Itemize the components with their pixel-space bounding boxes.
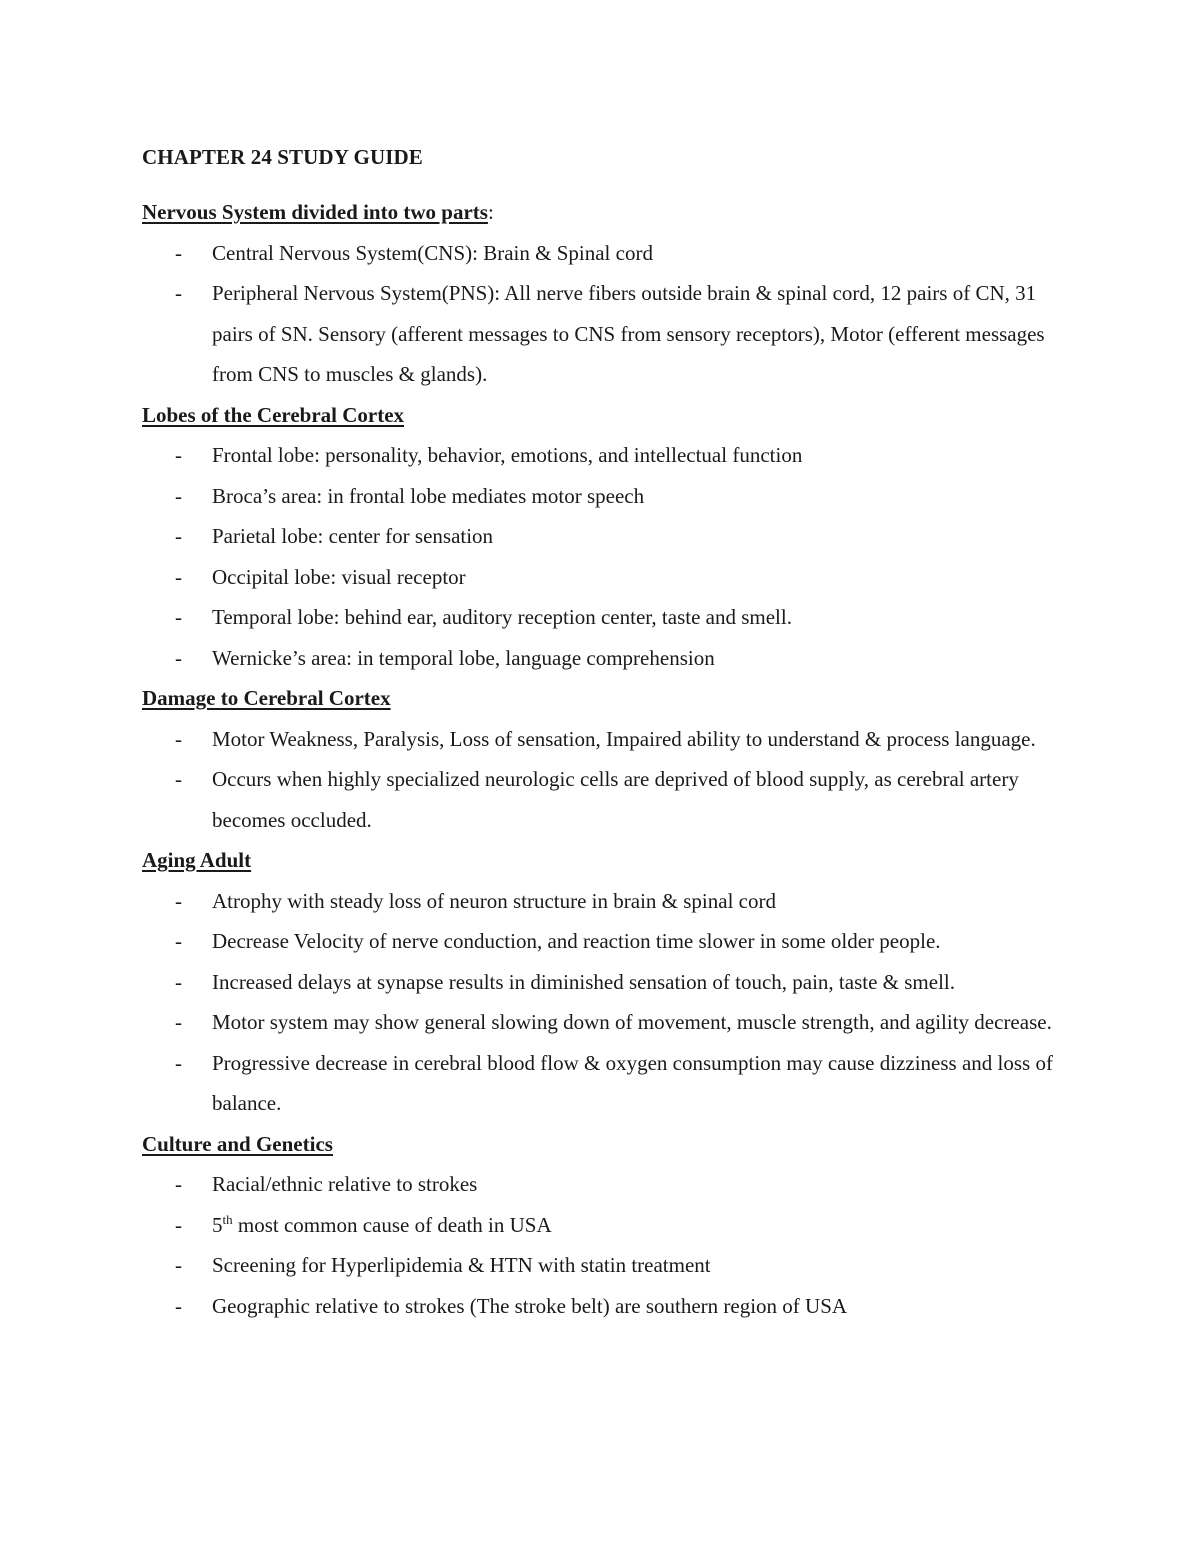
list-item-text: Racial/ethnic relative to strokes [212,1172,478,1196]
list-item [142,1002,1072,1043]
ordinal-superscript: th [222,1211,233,1227]
section-lobes [142,395,1072,679]
list-item-text: Occurs when highly specialized neurologic cells are deprived of blood supply, as cerebral artery becomes occluded. [212,767,1019,832]
bullet-dash: - [175,645,182,670]
bullet-dash: - [175,767,182,791]
bullet-dash: - [175,240,182,265]
section-heading: Culture and Genetics [142,1131,333,1156]
bullet-dash: - [175,1010,182,1034]
heading-colon: : [487,200,494,224]
list-item-text: Motor Weakness, Paralysis, Loss of sensation, Impaired ability to understand & process language. [212,726,1036,751]
bullet-dash: - [175,888,182,913]
list-item [142,881,1072,922]
list-item [142,516,1072,557]
bullet-dash: - [175,524,182,548]
list-item [142,719,1072,760]
bullet-dash: - [175,969,182,994]
list-item-text: Atrophy with steady loss of neuron structure in brain & spinal cord [212,888,776,913]
bullet-dash: - [175,1212,182,1237]
bullet-dash: - [175,726,182,751]
section-nervous-system [142,192,1072,395]
list-item [142,597,1072,638]
list-item-text: Occipital lobe: visual receptor [212,564,466,589]
bullet-dash: - [175,564,182,589]
list-item [142,962,1072,1003]
bullet-list [142,719,1072,841]
bullet-list [142,435,1072,678]
bullet-dash: - [175,483,182,508]
list-item-text: Decrease Velocity of nerve conduction, and reaction time slower in some older people. [212,929,941,953]
section-heading: Aging Adult [142,848,252,872]
list-item [142,921,1072,962]
section-heading: Damage to Cerebral Cortex [142,686,391,710]
list-item [142,273,1072,395]
page-title: CHAPTER 24 STUDY GUIDE [142,145,423,169]
bullet-dash: - [175,1172,182,1196]
section-aging-adult [142,840,1072,1124]
list-item-text: Broca’s area: in frontal lobe mediates motor speech [212,483,645,508]
bullet-dash: - [175,443,182,467]
list-item-text: Frontal lobe: personality, behavior, emotions, and intellectual function [212,443,803,467]
list-item [142,1164,1072,1205]
bullet-dash: - [175,1293,182,1318]
list-item [142,638,1072,679]
list-item [142,1245,1072,1286]
list-item-text: Geographic relative to strokes (The stroke belt) are southern region of USA [212,1293,848,1318]
list-item-text: Screening for Hyperlipidemia & HTN with statin treatment [212,1253,711,1277]
bullet-dash: - [175,929,182,953]
list-item-text: Peripheral Nervous System(PNS): All nerve fibers outside brain & spinal cord, 12 pairs of CN, 31 pairs of SN. Sensory (afferent messages to CNS from sensory receptors), Motor (efferent messages from CNS to muscles & glands). [212,281,1045,386]
list-item [142,435,1072,476]
list-item [142,233,1072,274]
list-item [142,759,1072,840]
bullet-dash: - [175,281,182,305]
list-item [142,476,1072,517]
list-item-text: Parietal lobe: center for sensation [212,524,494,548]
list-item [142,1205,1072,1246]
list-item-text-number: 5 [212,1212,223,1237]
bullet-dash: - [175,1253,182,1277]
list-item-text: most common cause of death in USA [232,1212,552,1237]
section-heading: Lobes of the Cerebral Cortex [142,402,405,427]
bullet-list [142,1164,1072,1326]
bullet-list [142,881,1072,1124]
list-item [142,557,1072,598]
list-item-text: Motor system may show general slowing down of movement, muscle strength, and agility decrease. [212,1010,1052,1034]
section-culture-genetics [142,1124,1072,1327]
list-item-text: Temporal lobe: behind ear, auditory reception center, taste and smell. [212,605,792,629]
bullet-dash: - [175,605,182,629]
bullet-list [142,233,1072,395]
section-heading: Nervous System divided into two parts [142,200,488,224]
list-item-text: Central Nervous System(CNS): Brain & Spinal cord [212,240,653,265]
document-page [142,137,1072,1326]
list-item [142,1043,1072,1124]
list-item [142,1286,1072,1327]
list-item-text: Increased delays at synapse results in diminished sensation of touch, pain, taste & smell. [212,969,955,994]
bullet-dash: - [175,1050,182,1075]
section-damage [142,678,1072,840]
list-item-text: Progressive decrease in cerebral blood flow & oxygen consumption may cause dizziness and loss of balance. [212,1050,1053,1115]
list-item-text: Wernicke’s area: in temporal lobe, language comprehension [212,645,715,670]
